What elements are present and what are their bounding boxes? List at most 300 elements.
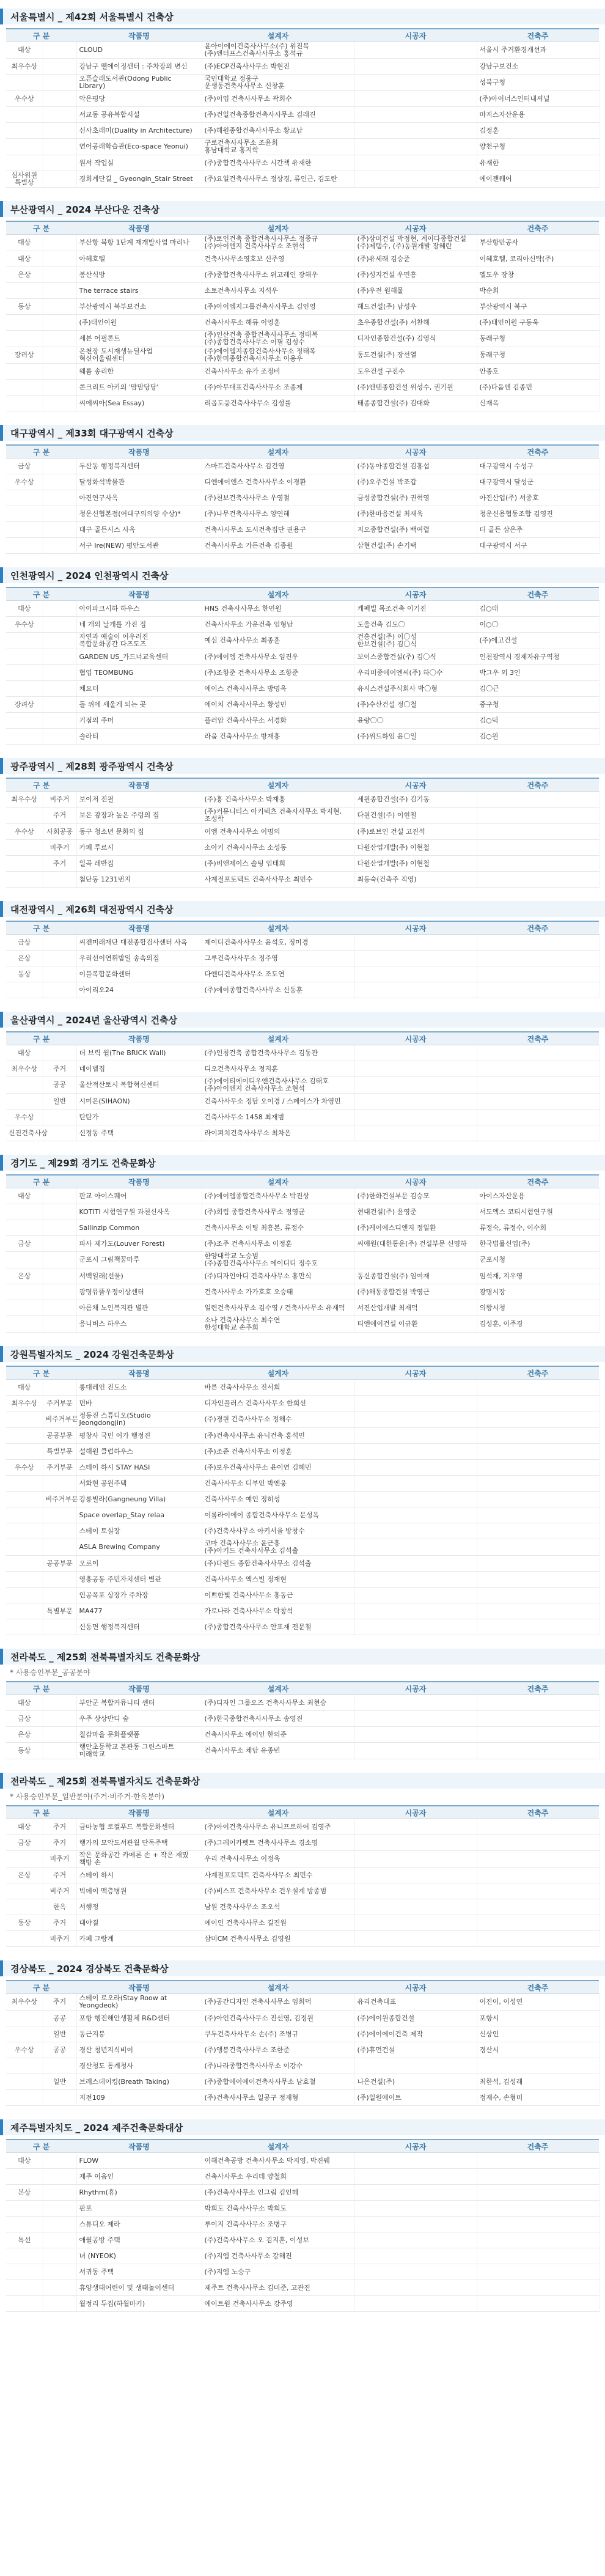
work-title: 부산광역시 북부보건소 [76,299,202,315]
award-category [6,2217,43,2232]
work-title: 포항 행진해안생활체 R&D센터 [76,2011,202,2026]
table-row [6,681,599,697]
column-header-designer: 설계자 [202,221,354,235]
builder [354,155,477,171]
owner [477,872,599,888]
owner [477,2185,599,2201]
section-title: 인천광역시 _ 2024 인천광역시 건축상 [10,570,169,581]
owner: 부산항만공사 [477,235,599,251]
owner [477,1428,599,1444]
builder [354,1727,477,1743]
table-row [6,458,599,474]
designer: 디자인플러스 건축사사무소 한희선 [202,1396,354,1411]
column-header-category: 구 분 [6,2140,76,2153]
column-header-builder: 시공자 [354,921,477,935]
designer: 사계절포토텍트 건축사사무소 최민수 [202,1868,354,1883]
award-category: 대상 [6,1188,43,1204]
work-title: (주)태인이원 [76,315,202,331]
work-title: 먼바 [76,1396,202,1411]
award-category [6,681,43,697]
owner: 의왕시청 [477,1300,599,1316]
award-section [0,567,605,745]
work-title: 인공폭포 상장가 주차장 [76,1588,202,1603]
table-row [6,633,599,649]
award-category [6,1411,43,1428]
column-header-category: 구 분 [6,778,76,792]
table-header-row [6,1032,599,1045]
designer: 에이치 건축사사무소 황성민 [202,697,354,713]
table-row [6,2026,599,2042]
section-header [0,201,605,217]
award-category [6,315,43,331]
work-title: 응니버스 하우스 [76,1316,202,1333]
work-title: 정동진 스튜디오(Studio Jeongdongjin) [76,1411,202,1428]
designer: (주)에이엠 건축사사무소 임진우 [202,649,354,665]
work-title: 행가의 모악도서관월 단독주택 [76,1835,202,1851]
award-category: 대상 [6,1380,43,1396]
work-title: 서화현 공원주택 [76,1476,202,1492]
work-title: 칠갑마을 문화플랫폼 [76,1727,202,1743]
table-row [6,1743,599,1759]
award-category [6,2090,43,2106]
section-note: * 사용승인부문_일반분야(주거·비주거·한옥분야) [10,1792,165,1801]
builder [354,1868,477,1883]
owner: 신상인 [477,2026,599,2042]
builder: 우리미종에이엔씨(주) 하〇수 [354,665,477,681]
award-category [6,2058,43,2074]
award-subcategory [43,2090,76,2106]
owner [477,1556,599,1572]
designer: (주)다원드 종합건축사사무소 김석출 [202,1556,354,1572]
work-title: 솔라티 [76,729,202,745]
work-title: 씨젠미래재단 대전종합검사센터 사옥 [76,935,202,951]
table-row [6,966,599,982]
award-section [0,1649,605,1759]
owner [477,1883,599,1899]
owner: 박순희 [477,283,599,299]
table-row [6,251,599,267]
award-subcategory: 주거 [43,1819,76,1835]
owner [477,792,599,808]
award-subcategory [43,1711,76,1727]
award-table [6,1366,600,1635]
column-header-builder: 시공자 [354,1175,477,1188]
section-header [0,758,605,774]
table-row [6,1220,599,1236]
designer: (주)건축사사무소 인그림 김인혜 [202,2185,354,2201]
builder [354,1045,477,1061]
award-table [6,1174,600,1333]
builder: 서진산업개발 최재덕 [354,1300,477,1316]
builder: 동신종합건설(주) 임여재 [354,1268,477,1284]
builder: (주)성지건설 우민흥 [354,267,477,283]
section-title: 경상북도 _ 2024 경상북도 건축문화상 [10,1963,169,1974]
award-subcategory: 공공 [43,2042,76,2058]
owner: 포항시 [477,2011,599,2026]
table-row [6,315,599,331]
column-header-work: 작품명 [76,1806,202,1819]
column-header-category: 구 분 [6,445,76,458]
table-row [6,2185,599,2201]
builder [354,1695,477,1711]
designer: 라움 건축사사무소 방재흥 [202,729,354,745]
builder: 케펙빌 목조건축 이기진 [354,601,477,617]
owner [477,1396,599,1411]
work-title: 서행정 [76,1899,202,1915]
table-row [6,1868,599,1883]
owner: 아진산업(주) 서종호 [477,490,599,506]
column-header-work: 작품명 [76,778,202,792]
award-category: 동상 [6,1915,43,1931]
table-row [6,1236,599,1252]
column-header-builder: 시공자 [354,1806,477,1819]
award-subcategory [43,1236,76,1252]
owner: 대구광역시 수성구 [477,458,599,474]
designer: 건축사사무소 이팅 최흥본, 류정수 [202,1220,354,1236]
award-subcategory [43,951,76,966]
work-title: 자연과 예술이 어우러진 복합문화공간 다즈도즈 [76,633,202,649]
table-row [6,364,599,380]
award-subcategory [43,1284,76,1300]
award-subcategory [43,380,76,396]
work-title: 서귀동 주택 [76,2264,202,2280]
builder [354,966,477,982]
owner: 중구청 [477,697,599,713]
award-section [0,1346,605,1635]
table-row [6,2058,599,2074]
work-title: 네 개의 날개를 가진 집 [76,617,202,633]
table-row [6,1915,599,1931]
builder [354,2201,477,2217]
table-header-row [6,1366,599,1380]
builder: (주)휴먼건설 [354,2042,477,2058]
award-subcategory [43,713,76,729]
work-title: 스테이 로오라(Stay Roow at Yeongdeok) [76,1994,202,2011]
work-title: 돌 위에 세울게 되는 곳 [76,697,202,713]
builder [354,2169,477,2185]
award-table [6,1980,600,2106]
section-title: 부산광역시 _ 2024 부산다운 건축상 [10,204,160,215]
column-header-designer: 설계자 [202,1682,354,1695]
table-row [6,951,599,966]
builder [354,75,477,91]
designer: 건축사사무소 도시건축집단 권용구 [202,522,354,538]
owner [477,1061,599,1077]
table-header-row [6,445,599,458]
table-row [6,1603,599,1619]
award-subcategory [43,601,76,617]
award-subcategory [43,506,76,522]
table-row [6,2264,599,2280]
column-header-builder: 시공자 [354,1981,477,1994]
award-subcategory [43,490,76,506]
work-title: 아이리오24 [76,982,202,998]
owner [477,2169,599,2185]
work-title: 광명뮤뜰우정이상센터 [76,1284,202,1300]
designer: 플러암 건축사사무소 서경화 [202,713,354,729]
owner: 김○원 [477,729,599,745]
designer: (주)디자인 그룹오즈 건축사사무소 최현승 [202,1695,354,1711]
award-subcategory [43,59,76,75]
builder [354,1380,477,1396]
table-row [6,347,599,364]
award-subcategory [43,283,76,299]
award-category [6,649,43,665]
owner: 동래구청 [477,331,599,347]
builder: 금성종합건설(주) 권혁영 [354,490,477,506]
designer: 건축사사무소 에이인 한의준 [202,1727,354,1743]
builder [354,1835,477,1851]
section-header [0,1773,605,1789]
award-subcategory [43,347,76,364]
work-title: 서구 Ire(NEW) 평안도서관 [76,538,202,554]
work-title: 더 브릭 월(The BRICK Wall) [76,1045,202,1061]
column-header-designer: 설계자 [202,2140,354,2153]
award-category [6,2169,43,2185]
owner: (주)에고건설 [477,633,599,649]
work-title: 판교 아이스퀘어 [76,1188,202,1204]
award-subcategory [43,1204,76,1220]
table-row [6,1572,599,1588]
table-header-row [6,921,599,935]
owner [477,1094,599,1110]
award-subcategory [43,1188,76,1204]
owner [477,1851,599,1868]
award-subcategory [43,2248,76,2264]
section-header [0,425,605,441]
award-subcategory [43,474,76,490]
designer: 에이트원 건축사사무소 강주영 [202,2296,354,2312]
award-category [6,2026,43,2042]
column-header-owner: 건축주 [477,221,599,235]
work-title: 원서 작업실 [76,155,202,171]
column-header-builder: 시공자 [354,2140,477,2153]
column-header-category: 구 분 [6,1981,76,1994]
builder: (주)위드하임 윤〇일 [354,729,477,745]
column-header-category: 구 분 [6,1682,76,1695]
award-subcategory: 특별부문 [43,1444,76,1460]
award-section [0,901,605,998]
owner [477,1819,599,1835]
work-title: 스테이 토실장 [76,1523,202,1539]
owner [477,1915,599,1931]
owner: 류정숙, 류정수, 이수희 [477,1220,599,1236]
work-title: Rhythm(휴) [76,2185,202,2201]
work-title: 일곡 레반집 [76,856,202,872]
owner [477,935,599,951]
award-subcategory [43,966,76,982]
award-subcategory [43,2232,76,2248]
award-category: 은상 [6,1268,43,1284]
award-category: 신진건축사상 [6,1125,43,1141]
designer: 박희도 건축사사무소 박희도 [202,2201,354,2217]
designer: 건축사사무소 가가호호 오승태 [202,1284,354,1300]
table-row [6,808,599,824]
owner: 유재한 [477,155,599,171]
table-header-row [6,29,599,42]
builder: (주)한마음건설 최재욱 [354,506,477,522]
award-subcategory: 비주거 [43,792,76,808]
designer: (주)앵봉건축사사무소 조한준 [202,2042,354,2058]
table-row [6,1556,599,1572]
owner [477,1743,599,1759]
award-subcategory [43,123,76,139]
award-subcategory: 주거 [43,1994,76,2011]
builder: (주)수산건설 정〇철 [354,697,477,713]
table-row [6,1428,599,1444]
builder [354,171,477,188]
award-category [6,1588,43,1603]
designer: 리옵도웅건축사사무소 김성률 [202,396,354,411]
award-category [6,633,43,649]
award-category: 대상 [6,1045,43,1061]
designer: 건축사사무소 유가 조정비 [202,364,354,380]
column-header-designer: 설계자 [202,29,354,42]
table-row [6,2217,599,2232]
table-row [6,2074,599,2090]
designer: (주)인칭건축 종합건축사사무소 김동관 [202,1045,354,1061]
designer: 제주트 건축사사무소 김미준, 고관진 [202,2280,354,2296]
work-title: 웨롬 송리한 [76,364,202,380]
award-category [6,1094,43,1110]
award-table [6,2139,600,2312]
designer: 에이인 건축사사무소 길진원 [202,1915,354,1931]
award-category: 대상 [6,2153,43,2169]
builder [354,1252,477,1268]
work-title: 탄탄가 [76,1110,202,1125]
award-subcategory [43,681,76,697]
owner [477,856,599,872]
award-subcategory: 사회공공 [43,824,76,840]
award-subcategory: 공공부문 [43,1556,76,1572]
owner: 정재수, 손형미 [477,2090,599,2106]
work-title: 온천장 도시재생뉴딜사업 혁신어울림센터 [76,347,202,364]
column-header-designer: 설계자 [202,1032,354,1045]
work-title: 동근지붕 [76,2026,202,2042]
designer: (주)조준 건축사사무소 이정훈 [202,1444,354,1460]
award-category [6,1252,43,1268]
owner [477,1727,599,1743]
builder [354,1077,477,1094]
designer: (주)건축사사무소 유닉건축 홍석민 [202,1428,354,1444]
award-subcategory: 일반 [43,2026,76,2042]
builder: (주)오주건설 박조갑 [354,474,477,490]
designer: 건축사사무소영호보 신주영 [202,251,354,267]
award-category [6,808,43,824]
award-subcategory: 비주거 [43,1883,76,1899]
table-row [6,872,599,888]
owner: 마지스자산운용 [477,107,599,123]
column-header-owner: 건축주 [477,29,599,42]
work-title: 연어공래학습관(Eco-space Yeonui) [76,139,202,155]
owner: 인천광역시 경제자유구역청 [477,649,599,665]
column-header-builder: 시공자 [354,445,477,458]
builder: 다원산업개발(주) 이현철 [354,840,477,856]
table-row [6,1994,599,2011]
owner: 대구광역시 달성군 [477,474,599,490]
award-table [6,921,600,998]
builder [354,1711,477,1727]
table-row [6,474,599,490]
table-row [6,139,599,155]
award-subcategory [43,617,76,633]
table-row [6,1460,599,1476]
work-title: 이블복합문화센터 [76,966,202,982]
work-title: 봉산식방 [76,267,202,283]
award-subcategory [43,649,76,665]
designer: (주)커뮤니티스 아키텍츠 건축사사무소 박지현, 조성학 [202,808,354,824]
section-header [0,2119,605,2135]
work-title: 군포시 그림책꿈마루 [76,1252,202,1268]
builder: 현대건설(주) 윤영준 [354,1204,477,1220]
section-header [0,901,605,917]
table-row [6,1899,599,1915]
work-title: 아진연구사옥 [76,490,202,506]
table-row [6,2042,599,2058]
column-header-builder: 시공자 [354,1032,477,1045]
table-row [6,1125,599,1141]
award-category: 은상 [6,1727,43,1743]
award-subcategory [43,1539,76,1556]
section-title: 서울특별시 _ 제42회 서울특별시 건축상 [10,11,174,23]
table-row [6,1252,599,1268]
column-header-owner: 건축주 [477,921,599,935]
work-title: 달성화석박물관 [76,474,202,490]
work-title: 보이저 진필 [76,792,202,808]
designer: (주)나무건축사사무소 양연해 [202,506,354,522]
award-category: 특선 [6,2232,43,2248]
designer: (주)지엠 건축사사무소 강해진 [202,2248,354,2264]
builder: (주)동아종합건설 김홍섭 [354,458,477,474]
award-category [6,2264,43,2280]
column-header-category: 구 분 [6,1366,76,1380]
work-title: 협업 TEOMBUNG [76,665,202,681]
award-category: 최우수상 [6,59,43,75]
award-table [6,28,600,188]
award-subcategory [43,2217,76,2232]
designer: 일련건축사사무소 김수영 / 건축사사무소 유재덕 [202,1300,354,1316]
award-subcategory [43,251,76,267]
award-category [6,1428,43,1444]
builder [354,1094,477,1110]
builder: 태종종합건설(주) 김대화 [354,396,477,411]
builder: (주)우전 원해물 [354,283,477,299]
builder [354,2153,477,2169]
table-row [6,2248,599,2264]
award-subcategory: 주거 [43,856,76,872]
designer: (주)지엠 노승구 [202,2264,354,2280]
award-category [6,380,43,396]
builder: 유리건축대표 [354,1994,477,2011]
table-header-row [6,1175,599,1188]
table-row [6,1077,599,1094]
designer: 건축사사무소 예인 정히성 [202,1492,354,1507]
column-header-owner: 건축주 [477,587,599,601]
award-subcategory [43,2201,76,2217]
work-title: 평창사 국민 어가 행정진 [76,1428,202,1444]
award-category: 최우수상 [6,1994,43,2011]
builder: 세원종합건설(주) 김기동 [354,792,477,808]
designer: 라이펴치건축사사무소 최차은 [202,1125,354,1141]
designer: 소토건축사사무소 지석우 [202,283,354,299]
table-row [6,824,599,840]
award-category [6,1931,43,1947]
award-category [6,2248,43,2264]
table-row [6,1507,599,1523]
owner: 김○태 [477,601,599,617]
award-category [6,1523,43,1539]
designer: (주)에이엠종합건축사사무소 박진상 [202,1188,354,1204]
